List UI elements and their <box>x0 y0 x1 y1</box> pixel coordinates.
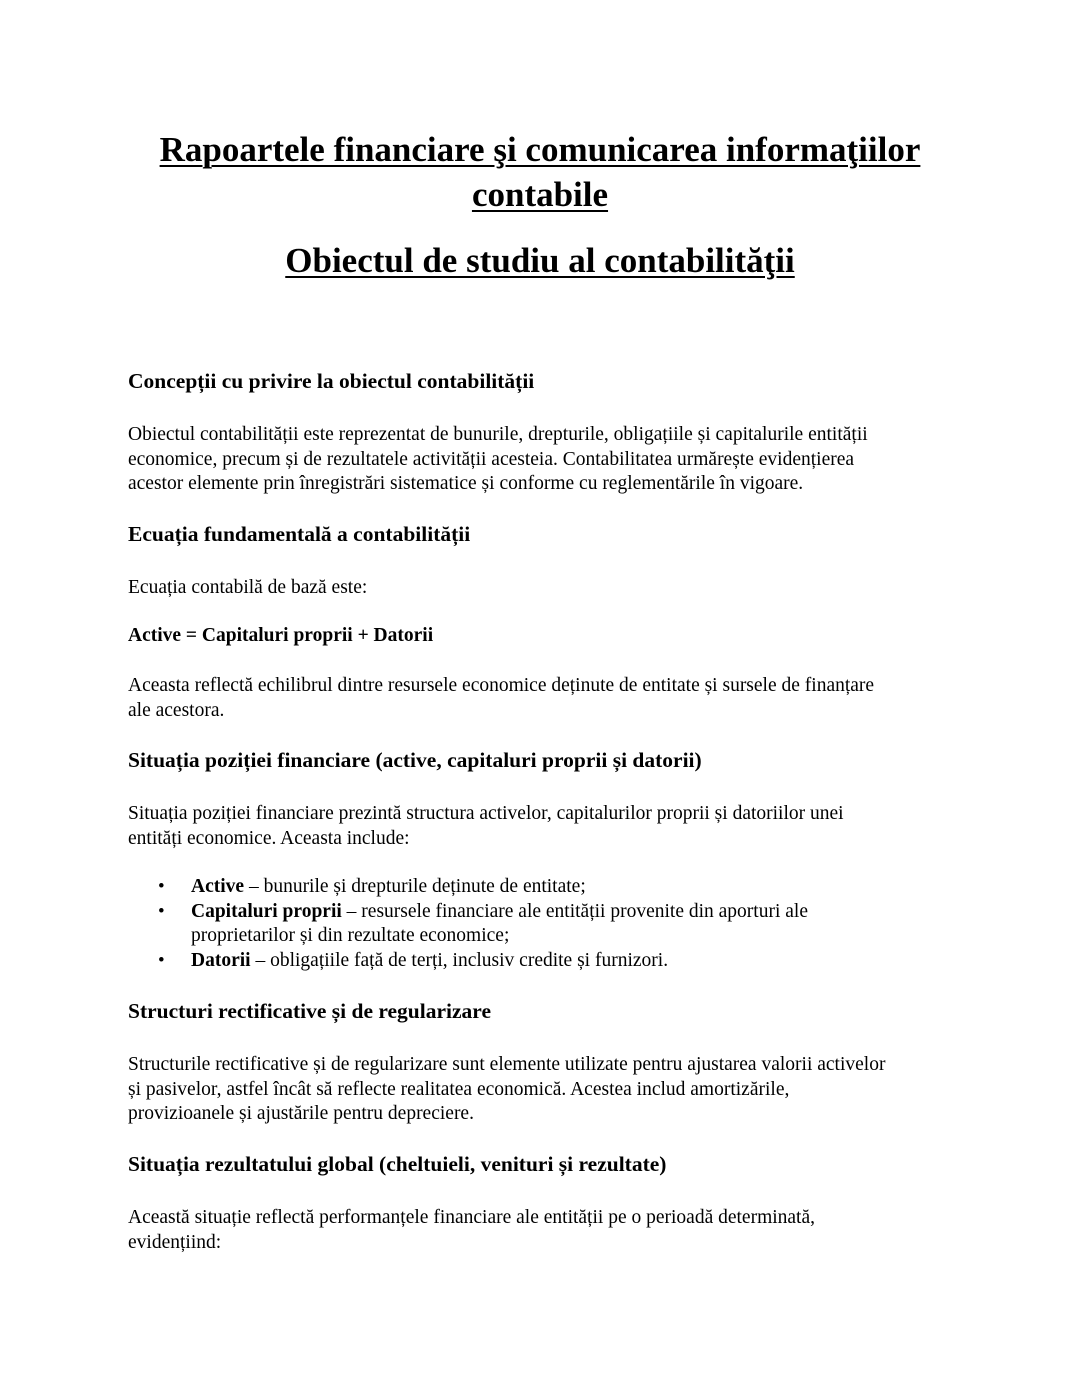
bullet-term: Active <box>191 876 245 897</box>
paragraph-line: Structurile rectificative și de regularizare sunt elemente utilizate pentru ajustarea valorii activelor <box>128 1054 886 1075</box>
section-heading-comprehensive-income: Situația rezultatului global (cheltuieli, venituri și rezultate) <box>128 1152 667 1176</box>
bullet-text: – bunurile și drepturile deținute de entitate; <box>244 876 586 897</box>
list-item <box>128 900 958 949</box>
bullet-text: – obligațiile față de terți, inclusiv credite și furnizori. <box>250 949 669 971</box>
paragraph-line: entități economice. Aceasta include: <box>128 827 410 849</box>
bullet-icon: • <box>158 876 165 897</box>
section-paragraph-equation <box>128 674 958 723</box>
bullet-term: Capitaluri proprii <box>191 900 342 922</box>
section-heading-equation: Ecuația fundamentală a contabilității <box>128 522 471 546</box>
list-item <box>128 949 958 974</box>
title-line-2: contabile <box>471 175 609 214</box>
paragraph-line: provizioanele și ajustările pentru depreciere. <box>128 1103 474 1124</box>
paragraph-line: acestor elemente prin înregistrări sistematice și conforme cu reglementările în vigoare. <box>128 473 804 494</box>
section-paragraph-concepts <box>128 423 958 497</box>
accounting-equation: Active = Capitaluri proprii + Datorii <box>128 625 434 646</box>
bullet-icon: • <box>158 949 165 971</box>
list-item <box>128 875 958 900</box>
bullet-list <box>128 875 958 973</box>
paragraph-line: Situația poziției financiare prezintă structura activelor, capitalurilor proprii și datoriilor unei <box>128 803 844 824</box>
paragraph-line: ale acestora. <box>128 699 225 721</box>
section-paragraph-financial-position <box>128 802 958 851</box>
bullet-icon: • <box>158 900 165 922</box>
bullet-text: – resursele financiare ale entității provenite din aporturi ale <box>341 900 808 922</box>
bullet-term: Datorii <box>191 949 251 971</box>
section-heading-concepts: Concepții cu privire la obiectul contabilității <box>128 369 535 393</box>
paragraph-line: Obiectul contabilității este reprezentat de bunurile, drepturile, obligațiile și capitalurile entității <box>128 424 868 445</box>
document-subtitle <box>0 238 1080 283</box>
paragraph-line: Această situație reflectă performanțele financiare ale entității pe o perioadă determinată, <box>128 1207 816 1228</box>
paragraph-line: evidențiind: <box>128 1231 222 1253</box>
section-heading-adjusting-structures: Structuri rectificative și de regularizare <box>128 999 491 1023</box>
subtitle-text: Obiectul de studiu al contabilităţii <box>285 241 795 280</box>
paragraph-line: Aceasta reflectă echilibrul dintre resursele economice deținute de entitate și sursele de finanțare <box>128 675 875 696</box>
section-paragraph-comprehensive-income <box>128 1206 958 1255</box>
paragraph-line: Ecuația contabilă de bază este: <box>128 577 368 598</box>
paragraph-line: economice, precum și de rezultatele activității acesteia. Contabilitatea urmărește evidențierea <box>128 448 855 470</box>
bullet-text-continuation: proprietarilor și din rezultate economice; <box>191 925 510 946</box>
title-line-1: Rapoartele financiare şi comunicarea informaţiilor <box>159 130 921 169</box>
paragraph-line: și pasivelor, astfel încât să reflecte realitatea economică. Acestea includ amortizările, <box>128 1078 790 1100</box>
equation-intro <box>128 576 958 601</box>
section-paragraph-adjusting-structures <box>128 1053 958 1127</box>
section-heading-financial-position: Situația poziției financiare (active, capitaluri proprii și datorii) <box>128 748 702 772</box>
document-title <box>0 127 1080 217</box>
